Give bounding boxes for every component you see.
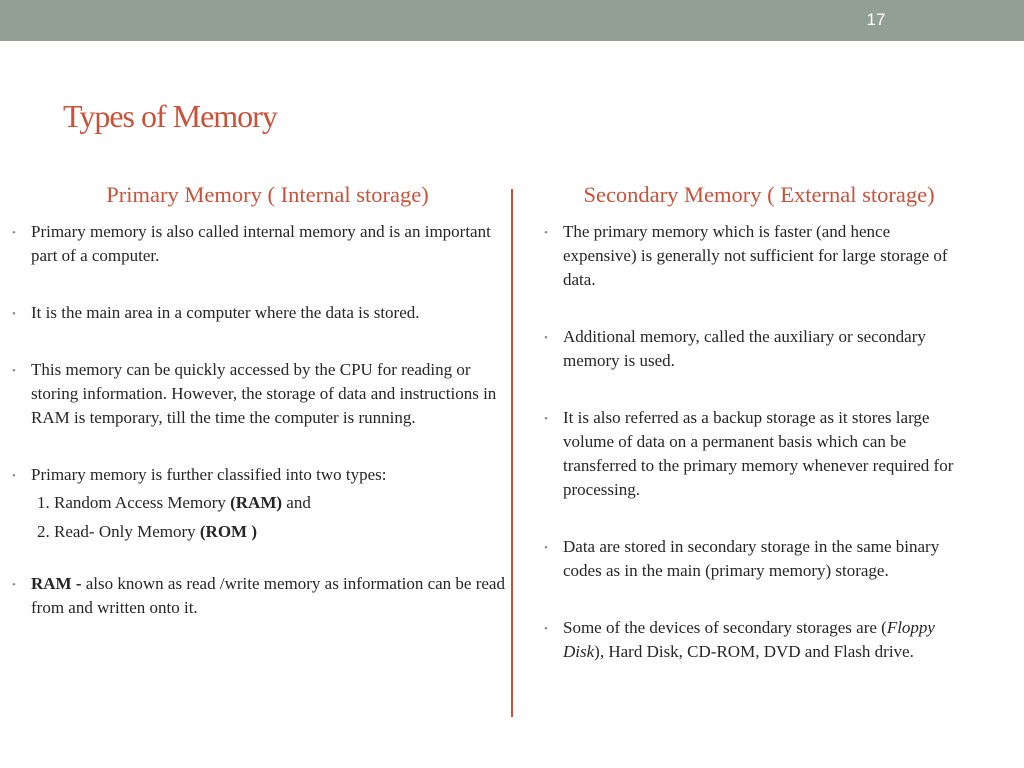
memory-type-label: 2. Read- Only Memory xyxy=(37,522,200,541)
secondary-memory-heading: Secondary Memory ( External storage) xyxy=(583,182,935,207)
bullet-icon: • xyxy=(544,227,548,239)
bullet-icon: • xyxy=(544,542,548,554)
bullet-text: also known as read /write memory as information can be read from and written onto it. xyxy=(31,574,505,617)
top-bar xyxy=(0,0,1024,41)
bullet-icon: • xyxy=(544,413,548,425)
bullet-icon: • xyxy=(12,365,16,377)
memory-type-suffix: and xyxy=(282,493,311,512)
bullet-text: ), Hard Disk, CD-ROM, DVD and Flash drive. xyxy=(594,642,914,661)
bullet-text: Some of the devices of secondary storages are ( xyxy=(563,618,887,637)
bullet-text: Data are stored in secondary storage in the same binary codes as in the main (primary memory) storage. xyxy=(563,537,940,580)
page-number: 17 xyxy=(866,10,886,29)
list-item xyxy=(542,406,962,502)
bullet-icon: • xyxy=(544,623,548,635)
list-item xyxy=(10,572,505,620)
bullet-text: Primary memory is further classified into two types: xyxy=(31,465,387,484)
bullet-text: It is also referred as a backup storage as it stores large volume of data on a permanent basis which can be transferred to the primary memory whenever required for processing. xyxy=(563,408,954,499)
list-item xyxy=(10,220,505,268)
bullet-text: It is the main area in a computer where the data is stored. xyxy=(31,303,420,322)
list-item xyxy=(10,301,505,325)
column-divider xyxy=(511,189,513,717)
floppy-disk-text: Floppy Disk xyxy=(563,618,935,661)
list-item xyxy=(542,616,962,664)
list-item xyxy=(542,535,962,583)
memory-type-label: 1. Random Access Memory xyxy=(37,493,231,512)
memory-type-item xyxy=(31,520,505,544)
bullet-text: Primary memory is also called internal memory and is an important part of a computer. xyxy=(31,222,491,265)
memory-type-abbr: (RAM) xyxy=(230,493,283,512)
memory-type-item xyxy=(31,491,505,515)
slide-title: Types of Memory xyxy=(63,98,277,134)
list-item xyxy=(10,358,505,430)
bullet-icon: • xyxy=(544,332,548,344)
secondary-memory-list xyxy=(542,220,962,697)
ram-term: RAM - xyxy=(31,574,86,593)
primary-memory-heading: Primary Memory ( Internal storage) xyxy=(106,182,429,207)
memory-types-list xyxy=(31,491,505,544)
bullet-text: This memory can be quickly accessed by the CPU for reading or storing information. However, the storage of data and instructions in RAM is temporary, till the time the computer is running. xyxy=(31,360,497,427)
bullet-text: Additional memory, called the auxiliary or secondary memory is used. xyxy=(563,327,926,370)
bullet-text: The primary memory which is faster (and hence expensive) is generally not sufficient for large storage of data. xyxy=(563,222,948,289)
bullet-icon: • xyxy=(12,579,16,591)
bullet-icon: • xyxy=(12,470,16,482)
primary-memory-list xyxy=(10,220,505,653)
bullet-icon: • xyxy=(12,227,16,239)
bullet-icon: • xyxy=(12,308,16,320)
list-item xyxy=(542,220,962,292)
memory-type-abbr: (ROM ) xyxy=(199,522,258,541)
list-item xyxy=(542,325,962,373)
list-item xyxy=(10,463,505,544)
